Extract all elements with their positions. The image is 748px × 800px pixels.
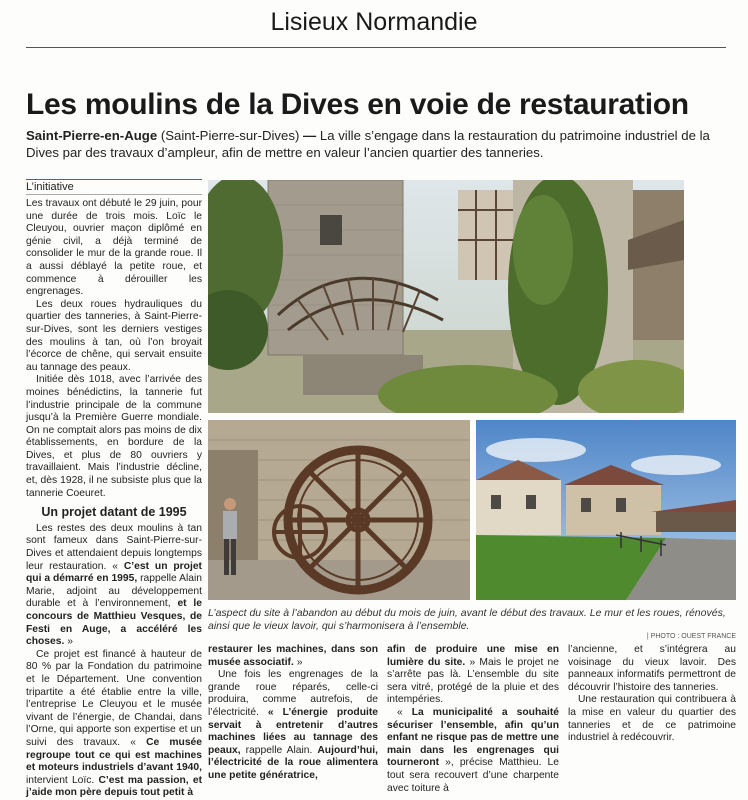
- col2-p2-b: « L’énergie produite servait à entretenir d’autres machines liées au tannage des peaux,: [208, 706, 379, 756]
- column-4: [568, 644, 736, 745]
- col1-p5-d: C’est ma passion, et j’aide mon père depuis tout petit à: [26, 774, 202, 799]
- photo-credit: | PHOTO : OUEST FRANCE: [646, 633, 736, 640]
- col1-p4-e: »: [64, 636, 73, 648]
- col4-paragraph-2: Une restauration qui contribuera à la mise en valeur du quartier des tanneries et de ce patrimoine industriel à redécouvrir.: [568, 694, 736, 744]
- col1-p4-d: et le concours de Matthieu Vesques, de Festi en Auge, a accéléré les choses.: [26, 598, 202, 648]
- photo-restored-wheel-image: [208, 420, 470, 600]
- photo-caption: L’aspect du site à l’abandon au début du mois de juin, avant le début des travaux. Le mur et les roues, rénovés, ainsi que le vieux lavoir, qui s’harmonisera à l’ensemble.: [208, 607, 726, 632]
- col2-p2-c: rappelle Alain.: [240, 744, 318, 756]
- col3-paragraph-1: [387, 644, 559, 707]
- col1-paragraph-1: Les travaux ont débuté le 29 juin, pour une durée de trois mois. Loïc le Cleuyou, ouvrier maçon diplômé en génie civil, a déjà terminé de consolider le mur de la grande roue. Il a aussi déblayé la petite roue, et commence à dérouiller les engrenages.: [26, 198, 202, 298]
- column-1: [26, 198, 202, 800]
- section-title: Lisieux Normandie: [270, 8, 478, 36]
- kicker-rule: [26, 194, 202, 195]
- col2-p2-a: Une fois les engrenages de la grande roue réparés, celle-ci produira, comme autrefois, de l’électricité.: [208, 669, 378, 718]
- column-2: [208, 644, 378, 783]
- col4-paragraph-1: l’ancienne, et s’intégrera au voisinage du vieux lavoir. Des panneaux informatifs permettront de découvrir l’histoire des tanneries.: [568, 644, 736, 693]
- col1-p4-c: rappelle Alain Marie, adjoint au développement durable et à l’environnement,: [26, 573, 202, 610]
- lede-dash: —: [299, 128, 320, 143]
- photo-restored-wheel: [208, 420, 470, 600]
- col1-paragraph-4: [26, 523, 202, 649]
- col3-p2-a: «: [397, 706, 412, 718]
- kicker: L’initiative: [26, 179, 202, 193]
- photo-old-lavoir-image: [476, 420, 736, 600]
- col2-p2-d: Aujourd’hui, l’électricité de la roue alimentera une petite génératrice,: [208, 744, 378, 781]
- col2-p1-a: restaurer les machines, dans son musée associatif.: [208, 644, 378, 668]
- col3-p2-c: », précise Matthieu. Le tout sera recouvert d’une charpente avec toiture à: [387, 757, 559, 794]
- lede-text: La ville s’engage dans la restauration du patrimoine industriel de la Dives par des travaux d’ampleur, afin de mettre en valeur l’ancien quartier des tanneries.: [26, 128, 710, 160]
- headline: Les moulins de la Dives en voie de restauration: [26, 88, 689, 121]
- col1-subhead: Un projet datant de 1995: [41, 505, 187, 520]
- lede-place: Saint-Pierre-en-Auge: [26, 128, 158, 143]
- section-rule: [26, 47, 726, 48]
- col3-paragraph-2: [387, 707, 559, 795]
- photo-mill-site-overview: [208, 180, 684, 413]
- col1-p5-b: Ce musée regroupe tout ce qui est machines et moteurs industriels d’avant 1940,: [26, 736, 202, 774]
- col1-p5-c: intervient Loïc.: [26, 774, 99, 786]
- photo-old-lavoir: [476, 420, 736, 600]
- photo-mill-site-overview-image: [208, 180, 684, 413]
- lede-place-paren: (Saint-Pierre-sur-Dives): [160, 128, 300, 143]
- col3-p1-b: » Mais le projet ne s’arrête pas là. L’ensemble du site sera vitré, protégé de la pluie et des intempéries.: [387, 656, 559, 706]
- col1-paragraph-2: Les deux roues hydrauliques du quartier des tanneries, à Saint-Pierre-sur-Dives, sont les derniers vestiges des moulins à tan, où l’on broyait l’écorce de chêne, qui servait ensuite au tannage des peaux.: [26, 298, 202, 373]
- col1-p5-a: Ce projet est financé à hauteur de 80 % par la Fondation du patrimoine et le Département. Une convention tripartite a été établie entre la ville, l’entreprise Le Cleuyou et le musée vivant de l’énergie, de Chandai, dans l’Orne, qui apporte son expertise et un suivi des travaux. «: [26, 648, 202, 748]
- col1-p4-a: Les restes des deux moulins à tan sont fameux dans Saint-Pierre-sur-Dives et attendaient depuis longtemps leur restauration. «: [26, 522, 202, 572]
- col2-p1-e: »: [293, 656, 303, 668]
- col3-p1-a: afin de produire une mise en lumière du site.: [387, 644, 559, 668]
- col2-paragraph-1: [208, 644, 378, 669]
- col1-p4-b: C’est un projet qui a démarré en 1995,: [26, 560, 202, 585]
- col1-paragraph-5: [26, 649, 202, 800]
- col2-paragraph-2: [208, 669, 378, 782]
- column-3: [387, 644, 559, 795]
- col3-p2-b: La municipalité a souhaité sécuriser l’ensemble, afin qu’un enfant ne risque pas de mettre une main dans les engrenages qui tourneront: [387, 706, 559, 769]
- lede: [26, 127, 726, 161]
- col1-paragraph-3: Initiée dès 1018, avec l’arrivée des moines bénédictins, la tannerie fut l’industrie principale de la commune jusqu’à la Première Guerre mondiale. On ne comptait alors pas moins de dix établissements, en bordure de la Dives, et plus de 80 ouvriers y travaillaient. Mais l’industrie décline, et, dès 1928, il ne subsiste plus que la tannerie Coeuret.: [26, 374, 202, 499]
